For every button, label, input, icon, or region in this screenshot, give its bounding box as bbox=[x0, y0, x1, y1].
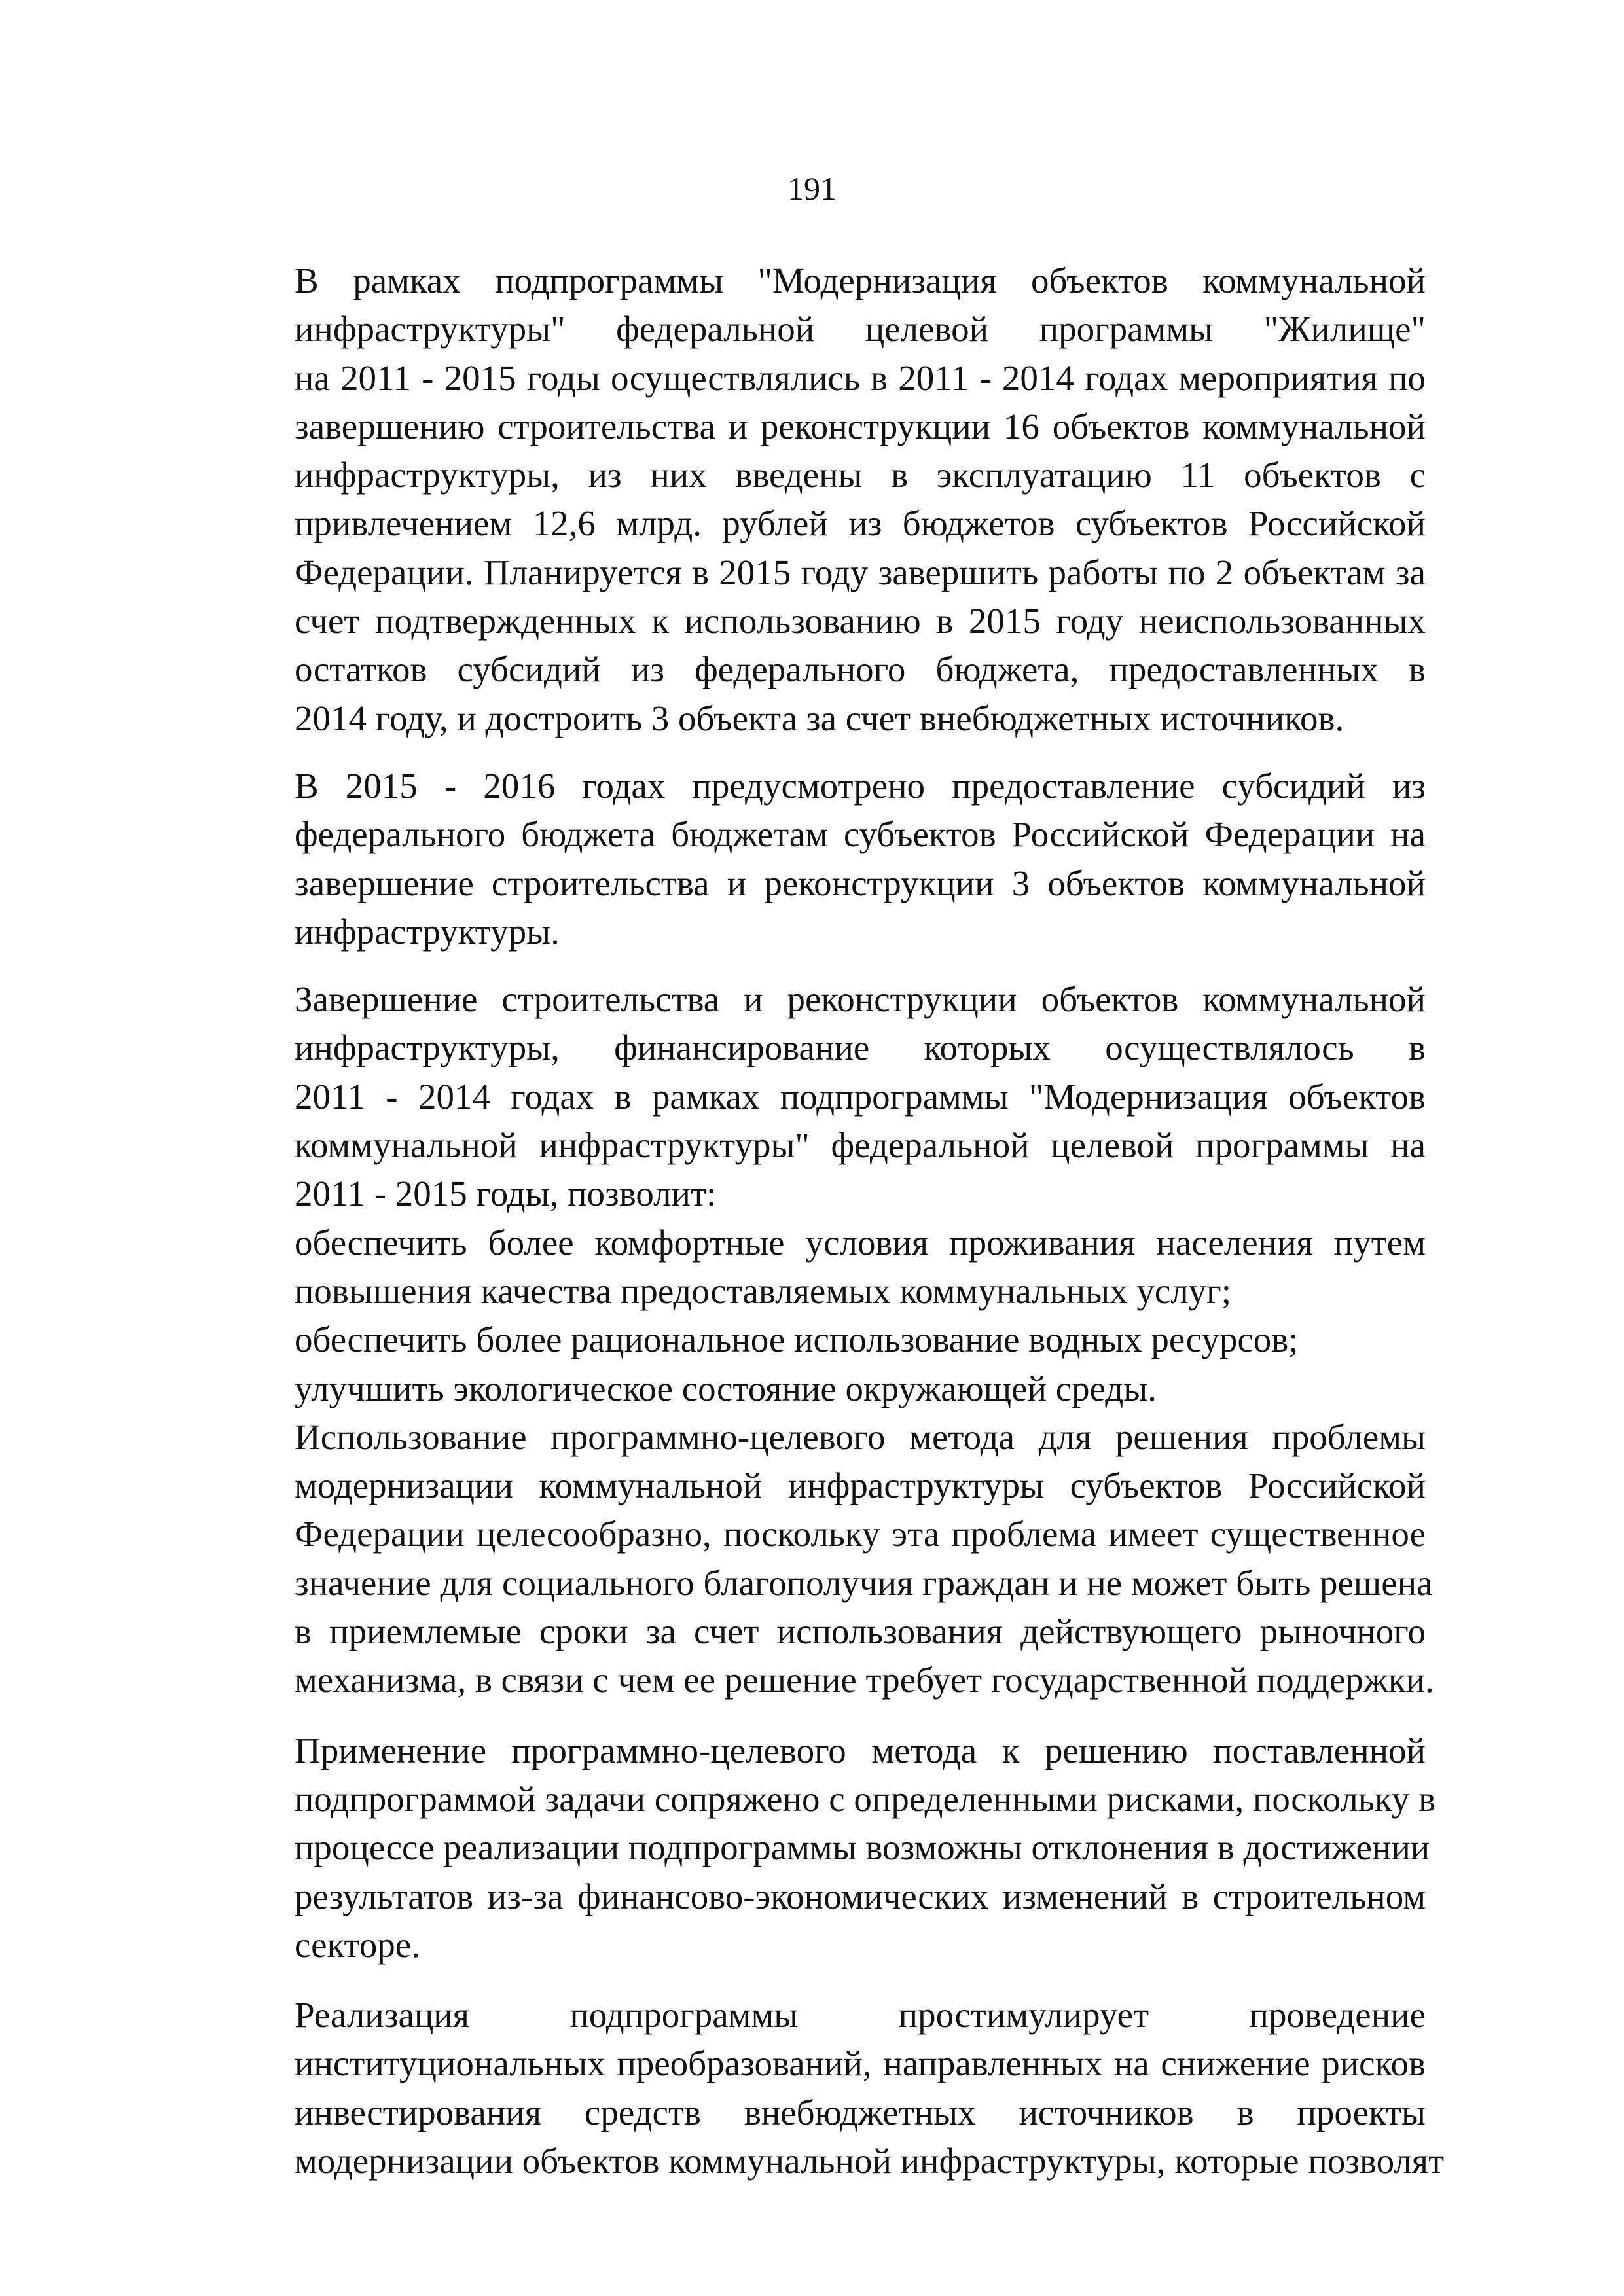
text-line: механизма, в связи с чем ее решение требует государственной поддержки. bbox=[295, 1660, 1434, 1700]
text-line: счет подтвержденных к использованию в 2015 году неиспользованных bbox=[295, 601, 1426, 641]
text-line: процессе реализации подпрограммы возможны отклонения в достижении bbox=[295, 1827, 1430, 1868]
text-line: федерального бюджета бюджетам субъектов Российской Федерации на bbox=[295, 814, 1426, 855]
text-line: Использование программно-целевого метода для решения проблемы bbox=[295, 1416, 1426, 1457]
text-line: остатков субсидий из федерального бюджета, предоставленных в bbox=[295, 649, 1426, 690]
document-body bbox=[198, 257, 1445, 2185]
text-line: Применение программно-целевого метода к решению поставленной bbox=[295, 1730, 1426, 1770]
text-line: 2011 - 2015 годы, позволит: bbox=[295, 1174, 717, 1214]
text-line: 2014 году, и достроить 3 объекта за счет внебюджетных источников. bbox=[295, 698, 1344, 738]
page-number: 191 bbox=[787, 170, 837, 207]
list-item-ecology bbox=[198, 1365, 1426, 1413]
paragraph-program-method bbox=[198, 1413, 1434, 1705]
text-line: Реализация подпрограммы простимулирует проведение bbox=[295, 1995, 1426, 2036]
text-line: секторе. bbox=[295, 1924, 420, 1965]
text-line: инвестирования средств внебюджетных источников в проекты bbox=[295, 2092, 1426, 2132]
text-line: обеспечить более рациональное использование водных ресурсов; bbox=[295, 1319, 1299, 1360]
text-line: инфраструктуры" федеральной целевой программы "Жилище" bbox=[295, 309, 1426, 350]
paragraph-subsidies-2015-2016 bbox=[198, 762, 1426, 956]
text-line: В 2015 - 2016 годах предусмотрено предоставление субсидий из bbox=[295, 765, 1426, 806]
text-line: Завершение строительства и реконструкции объектов коммунальной bbox=[295, 979, 1426, 1020]
text-line: 2011 - 2014 годах в рамках подпрограммы "Модернизация объектов bbox=[295, 1076, 1426, 1117]
paragraph-completion-effects bbox=[198, 975, 1426, 1218]
text-line: улучшить экологическое состояние окружающей среды. bbox=[295, 1368, 1157, 1408]
paragraph-zhilische-program bbox=[198, 257, 1426, 743]
text-line: на 2011 - 2015 годы осуществлялись в 2011 - 2014 годах мероприятия по bbox=[295, 357, 1426, 398]
text-line: завершение строительства и реконструкции 3 объектов коммунальной bbox=[295, 863, 1426, 903]
text-line: подпрограммой задачи сопряжено с определенными рисками, поскольку в bbox=[295, 1778, 1436, 1819]
text-line: привлечением 12,6 млрд. рублей из бюджетов субъектов Российской bbox=[295, 503, 1426, 544]
list-item-comfort bbox=[198, 1219, 1426, 1316]
paragraph-risks bbox=[198, 1727, 1436, 1969]
text-line: модернизации объектов коммунальной инфраструктуры, которые позволят bbox=[295, 2140, 1445, 2181]
text-line: коммунальной инфраструктуры" федеральной целевой программы на bbox=[295, 1125, 1426, 1166]
paragraph-institutional-changes bbox=[198, 1991, 1445, 2185]
text-line: в приемлемые сроки за счет использования действующего рыночного bbox=[295, 1611, 1426, 1652]
text-line: инфраструктуры, из них введены в эксплуатацию 11 объектов с bbox=[295, 455, 1426, 495]
text-line: завершению строительства и реконструкции 16 объектов коммунальной bbox=[295, 406, 1426, 446]
text-line: значение для социального благополучия граждан и не может быть решена bbox=[295, 1562, 1433, 1603]
text-line: инфраструктуры, финансирование которых осуществлялось в bbox=[295, 1028, 1426, 1068]
text-line: обеспечить более комфортные условия проживания населения путем bbox=[295, 1222, 1426, 1263]
text-line: Федерации целесообразно, поскольку эта проблема имеет существенное bbox=[295, 1514, 1426, 1554]
text-line: В рамках подпрограммы "Модернизация объектов коммунальной bbox=[295, 260, 1426, 300]
text-line: модернизации коммунальной инфраструктуры субъектов Российской bbox=[295, 1465, 1426, 1506]
text-line: повышения качества предоставляемых коммунальных услуг; bbox=[295, 1270, 1232, 1311]
list-item-water-resources bbox=[198, 1316, 1426, 1364]
text-line: институциональных преобразований, направленных на снижение рисков bbox=[295, 2043, 1426, 2084]
text-line: результатов из-за финансово-экономических изменений в строительном bbox=[295, 1876, 1426, 1916]
text-line: Федерации. Планируется в 2015 году завершить работы по 2 объектам за bbox=[295, 552, 1426, 592]
text-line: инфраструктуры. bbox=[295, 911, 560, 952]
